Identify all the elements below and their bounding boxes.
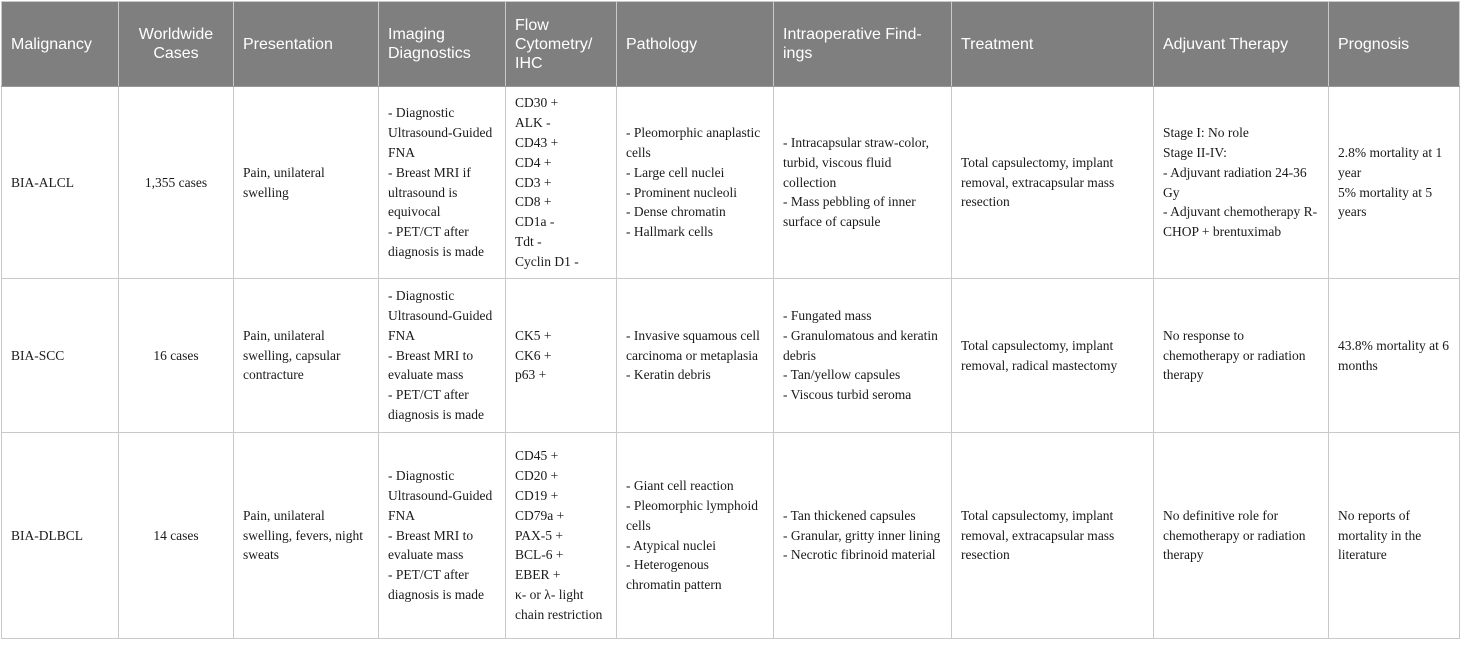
cell-cases: 16 cases — [119, 279, 234, 433]
cell-adjuvant: No definitive role for chemotherapy or radiation therapy — [1154, 433, 1329, 639]
cell-intraoperative: - Fungated mass - Granulomatous and keratin debris - Tan/yellow capsules - Viscous turbid seroma — [774, 279, 952, 433]
table-row — [2, 433, 1460, 639]
cell-adjuvant: No response to chemotherapy or radiation therapy — [1154, 279, 1329, 433]
table-row — [2, 279, 1460, 433]
cell-treatment: Total capsulectomy, implant removal, radical mastectomy — [952, 279, 1154, 433]
cell-adjuvant: Stage I: No role Stage II-IV: - Adjuvant radiation 24-36 Gy - Adjuvant chemotherapy R-CHOP + brentuximab — [1154, 87, 1329, 279]
header-worldwide-cases: Worldwide Cases — [119, 2, 234, 87]
cell-pathology: - Pleomorphic anaplastic cells - Large cell nuclei - Prominent nucleoli - Dense chromatin - Hallmark cells — [617, 87, 774, 279]
cell-pathology: - Invasive squamous cell carcinoma or metaplasia - Keratin debris — [617, 279, 774, 433]
cell-intraoperative: - Intracapsular straw-color, turbid, viscous fluid collection - Mass pebbling of inner surface of capsule — [774, 87, 952, 279]
cell-treatment: Total capsulectomy, implant removal, extracapsular mass resection — [952, 433, 1154, 639]
header-prognosis: Prognosis — [1329, 2, 1460, 87]
header-imaging-diagnostics: Imaging Diagnostics — [379, 2, 506, 87]
cell-flow-cytometry: CD45 + CD20 + CD19 + CD79a + PAX-5 + BCL-6 + EBER + κ- or λ- light chain restriction — [506, 433, 617, 639]
cell-prognosis: 2.8% mortality at 1 year 5% mortality at 5 years — [1329, 87, 1460, 279]
malignancy-comparison-table — [1, 1, 1460, 639]
table-header — [2, 2, 1460, 87]
cell-pathology: - Giant cell reaction - Pleomorphic lymphoid cells - Atypical nuclei - Heterogenous chromatin pattern — [617, 433, 774, 639]
header-pathology: Pathology — [617, 2, 774, 87]
cell-presentation: Pain, unilateral swelling — [234, 87, 379, 279]
cell-malignancy: BIA-DLBCL — [2, 433, 119, 639]
header-malignancy: Malignancy — [2, 2, 119, 87]
cell-malignancy: BIA-SCC — [2, 279, 119, 433]
cell-prognosis: No reports of mortality in the literature — [1329, 433, 1460, 639]
cell-prognosis: 43.8% mortality at 6 months — [1329, 279, 1460, 433]
cell-intraoperative: - Tan thickened capsules - Granular, gritty inner lining - Necrotic fibrinoid material — [774, 433, 952, 639]
header-presentation: Presentation — [234, 2, 379, 87]
table-body — [2, 87, 1460, 639]
cell-imaging: - Diagnostic Ultrasound-Guided FNA - Breast MRI if ultrasound is equivocal - PET/CT after diagnosis is made — [379, 87, 506, 279]
cell-presentation: Pain, unilateral swelling, fevers, night sweats — [234, 433, 379, 639]
header-flow-cytometry: Flow Cytometry/ IHC — [506, 2, 617, 87]
cell-flow-cytometry: CK5 + CK6 + p63 + — [506, 279, 617, 433]
cell-flow-cytometry: CD30 + ALK - CD43 + CD4 + CD3 + CD8 + CD1a - Tdt - Cyclin D1 - — [506, 87, 617, 279]
table-row — [2, 87, 1460, 279]
header-treatment: Treatment — [952, 2, 1154, 87]
header-adjuvant-therapy: Adjuvant Therapy — [1154, 2, 1329, 87]
cell-imaging: - Diagnostic Ultrasound-Guided FNA - Breast MRI to evaluate mass - PET/CT after diagnosis is made — [379, 279, 506, 433]
cell-cases: 1,355 cases — [119, 87, 234, 279]
cell-presentation: Pain, unilateral swelling, capsular contracture — [234, 279, 379, 433]
cell-imaging: - Diagnostic Ultrasound-Guided FNA - Breast MRI to evaluate mass - PET/CT after diagnosis is made — [379, 433, 506, 639]
cell-treatment: Total capsulectomy, implant removal, extracapsular mass resection — [952, 87, 1154, 279]
header-row — [2, 2, 1460, 87]
header-intraoperative-findings: Intraoperative Find- ings — [774, 2, 952, 87]
cell-cases: 14 cases — [119, 433, 234, 639]
cell-malignancy: BIA-ALCL — [2, 87, 119, 279]
